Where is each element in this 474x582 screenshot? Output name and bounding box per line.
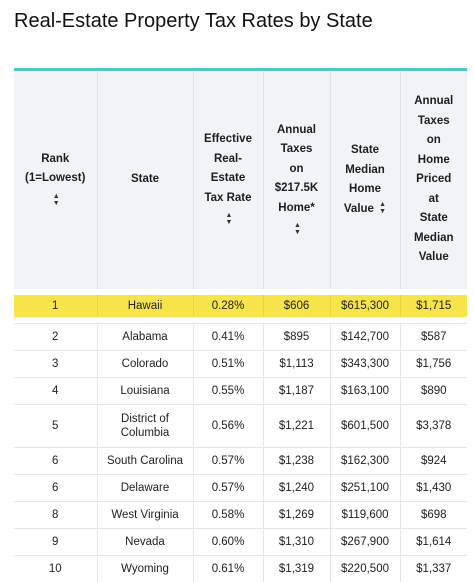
cell-taxes-median: $1,337 [400, 556, 467, 582]
header-taxes-line: on [289, 163, 303, 175]
cell-taxes-median: $1,614 [400, 529, 467, 556]
cell-taxes: $1,221 [263, 405, 330, 448]
table-row [14, 351, 467, 378]
cell-state: Wyoming [97, 556, 193, 582]
header-taxes-median-line: Priced [416, 173, 451, 185]
header-rank-line: (1=Lowest) [25, 172, 85, 184]
header-median-line: Median [345, 164, 385, 176]
table-row [14, 448, 467, 475]
sort-updown-icon[interactable]: ▲ ▼ [294, 222, 301, 236]
cell-state: Alabama [97, 324, 193, 351]
cell-median: $162,300 [330, 448, 400, 475]
table-row [14, 378, 467, 405]
header-rate-line: Real- [214, 153, 242, 165]
tax-table-container [14, 68, 467, 582]
cell-rate: 0.51% [193, 351, 263, 378]
cell-rank: 8 [14, 502, 97, 529]
cell-state: Colorado [97, 351, 193, 378]
header-taxes-median-line: Annual [414, 95, 453, 107]
header-median-line: State [351, 144, 379, 156]
cell-rank: 5 [14, 405, 97, 448]
table-row [14, 324, 467, 351]
header-rate-line: Effective [204, 133, 252, 145]
cell-median: $119,600 [330, 502, 400, 529]
cell-rate: 0.58% [193, 502, 263, 529]
cell-state: Nevada [97, 529, 193, 556]
cell-taxes: $1,113 [263, 351, 330, 378]
cell-state: South Carolina [97, 448, 193, 475]
table-row [14, 556, 467, 582]
table-row [14, 475, 467, 502]
cell-rate: 0.57% [193, 475, 263, 502]
cell-rate: 0.41% [193, 324, 263, 351]
sort-updown-icon[interactable]: ▲ ▼ [226, 212, 233, 226]
cell-taxes-median: $1,430 [400, 475, 467, 502]
column-header-annual-taxes[interactable] [263, 71, 330, 289]
cell-taxes-median: $698 [400, 502, 467, 529]
cell-median: $615,300 [330, 295, 400, 317]
cell-taxes-median: $1,756 [400, 351, 467, 378]
cell-taxes: $895 [263, 324, 330, 351]
cell-median: $267,900 [330, 529, 400, 556]
cell-taxes: $1,269 [263, 502, 330, 529]
cell-rank: 9 [14, 529, 97, 556]
cell-median: $142,700 [330, 324, 400, 351]
column-header-state[interactable] [97, 71, 193, 289]
cell-state: Louisiana [97, 378, 193, 405]
cell-taxes-median: $890 [400, 378, 467, 405]
cell-rank: 6 [14, 475, 97, 502]
header-taxes-median-line: State [420, 212, 448, 224]
cell-taxes: $606 [263, 295, 330, 317]
cell-rate: 0.28% [193, 295, 263, 317]
cell-state: Hawaii [97, 295, 193, 317]
cell-median: $163,100 [330, 378, 400, 405]
cell-rank: 10 [14, 556, 97, 582]
cell-median: $220,500 [330, 556, 400, 582]
cell-rank: 4 [14, 378, 97, 405]
header-rate-line: Estate [211, 172, 246, 184]
cell-taxes: $1,240 [263, 475, 330, 502]
header-taxes-line: Taxes [281, 143, 313, 155]
cell-state: District of Columbia [97, 405, 193, 448]
cell-median: $601,500 [330, 405, 400, 448]
cell-rank: 6 [14, 448, 97, 475]
header-taxes-median-line: Home [418, 154, 450, 166]
cell-state: West Virginia [97, 502, 193, 529]
header-taxes-median-line: on [427, 134, 441, 146]
header-taxes-median-line: Taxes [418, 115, 450, 127]
cell-rank: 3 [14, 351, 97, 378]
table-header-row [14, 71, 467, 289]
header-rate-line: Tax Rate [204, 192, 251, 204]
cell-taxes: $1,319 [263, 556, 330, 582]
sort-updown-icon[interactable]: ▲ ▼ [379, 201, 386, 215]
table-row-highlighted [14, 295, 467, 317]
header-median-line: Value [344, 203, 374, 215]
cell-taxes: $1,187 [263, 378, 330, 405]
page-title: Real-Estate Property Tax Rates by State [14, 10, 373, 33]
table-row [14, 529, 467, 556]
cell-median: $343,300 [330, 351, 400, 378]
table-row [14, 502, 467, 529]
cell-taxes-median: $1,715 [400, 295, 467, 317]
column-header-effective-rate[interactable] [193, 71, 263, 289]
cell-taxes: $1,310 [263, 529, 330, 556]
cell-taxes-median: $587 [400, 324, 467, 351]
table-row [14, 405, 467, 448]
cell-rank: 2 [14, 324, 97, 351]
header-taxes-median-line: Value [419, 251, 449, 263]
column-header-rank[interactable] [14, 71, 97, 289]
sort-updown-icon[interactable]: ▲ ▼ [53, 193, 60, 207]
cell-taxes-median: $3,378 [400, 405, 467, 448]
cell-rate: 0.61% [193, 556, 263, 582]
cell-median: $251,100 [330, 475, 400, 502]
header-taxes-median-line: at [429, 193, 439, 205]
cell-state: Delaware [97, 475, 193, 502]
tax-rates-table [14, 71, 467, 582]
header-taxes-median-line: Median [414, 232, 454, 244]
cell-rank: 1 [14, 295, 97, 317]
cell-taxes: $1,238 [263, 448, 330, 475]
column-header-median-value[interactable] [330, 71, 400, 289]
cell-rate: 0.60% [193, 529, 263, 556]
header-state-label: State [131, 173, 159, 185]
header-rank-line: Rank [41, 153, 69, 165]
cell-rate: 0.57% [193, 448, 263, 475]
header-taxes-line: Annual [277, 124, 316, 136]
header-taxes-line: Home* [278, 202, 314, 214]
column-header-annual-taxes-median[interactable] [400, 71, 467, 289]
cell-taxes-median: $924 [400, 448, 467, 475]
header-taxes-line: $217.5K [275, 182, 318, 194]
cell-rate: 0.56% [193, 405, 263, 448]
cell-rate: 0.55% [193, 378, 263, 405]
header-median-line: Home [349, 183, 381, 195]
